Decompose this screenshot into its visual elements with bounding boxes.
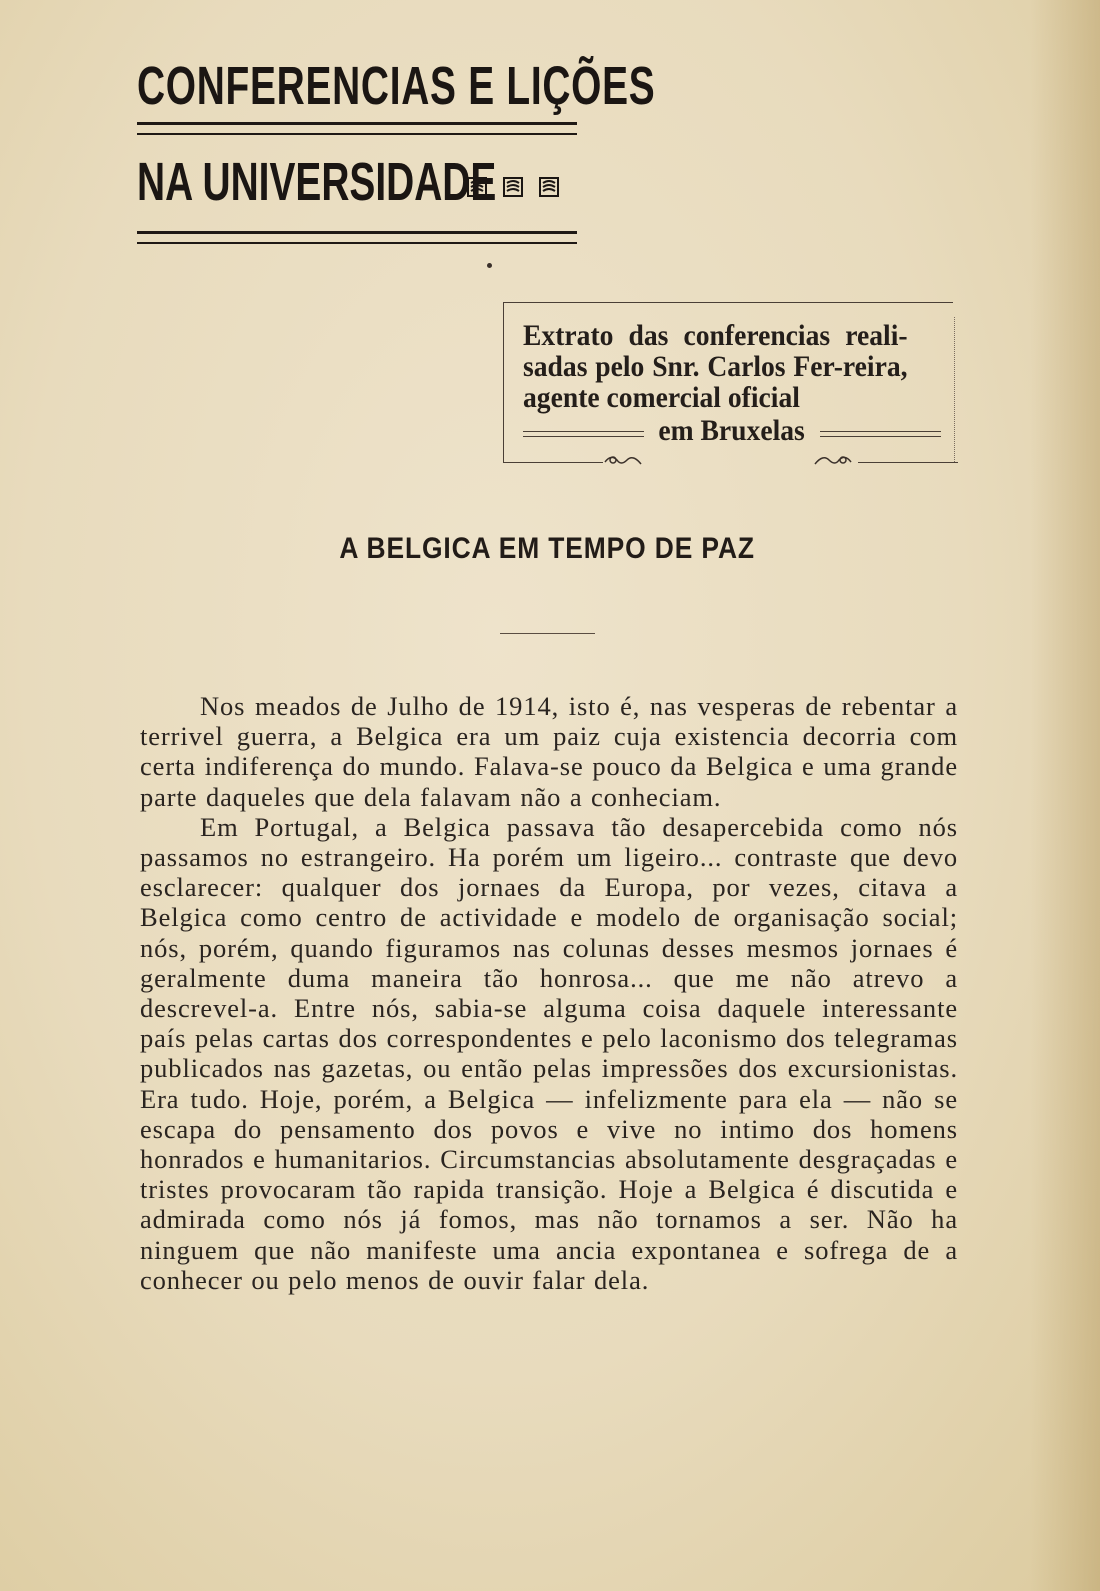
extract-dash-rule-left [523,431,644,437]
masthead-double-rule-top [137,122,577,135]
extract-box [503,302,958,462]
paragraph: Em Portugal, a Belgica passava tão desapercebida como nós passamos no estrangeiro. Ha porém um ligeiro... contraste que devo esclarecer: qualquer dos jornaes da Europa, por vezes, citava a Belgica como centro de actividade e modelo de organisação social; nós, porém, quando figuramos nas colunas desses mesmos jornaes é geralmente duma maneira tão honrosa... que me não atrevo a descrevel-a. Entre nós, sabia-se alguma coisa daquele interessante país pelas cartas dos correspondentes e pelo laconismo dos telegramas publicados nas gazetas, ou então pelas impressões dos excursionistas. Era tudo. Hoje, porém, a Belgica — infelizmente para ela — não se escapa do pensamento dos povos e vive no intimo dos homens honrados e humanitarios. Circumstancias absolutamente desgraçadas e tristes provocaram tão rapida transição. Hoje a Belgica é discutida e admirada como nós já fomos, mas não tornamos a ser. Não ha ninguem que não manifeste uma ancia expontanea e sofrega de a conhecer ou pelo menos de ouvir falar dela. [140,811,958,1295]
ornament-icon [539,177,559,197]
ornament-icon [503,177,523,197]
extract-bottom-rule-left [503,462,603,463]
extract-text: Extrato das conferencias reali-sadas pelo Snr. Carlos Fer-reira, agente comercial oficial [523,319,908,414]
extract-box-top-rule [503,302,953,303]
masthead-double-rule-bottom [137,231,577,244]
masthead-title-line2: NA UNIVERSIDADE [137,152,497,212]
section-title-text: A BELGICA EM TEMPO DE PAZ [339,532,756,565]
section-divider [500,633,595,634]
masthead [137,56,656,212]
flourish-left-icon [603,452,643,472]
extract-box-right-rule [954,317,955,462]
extract-box-left-rule [503,302,504,462]
body-text [140,691,958,1295]
extract-box-bottom [503,452,958,472]
masthead-line2-row [137,152,559,212]
page-edge-shadow [1030,0,1100,1591]
extract-dash-rule-right [820,431,941,437]
extract-bottom-rule-right [858,462,958,463]
masthead-dot [487,263,492,268]
masthead-title-line1: CONFERENCIAS E LIÇÕES [137,56,656,116]
extract-last-row [523,415,941,446]
paragraph: Nos meados de Julho de 1914, isto é, nas vesperas de rebentar a terrivel guerra, a Belgica era um paiz cuja existencia decorria com certa indiferença do mundo. Falava-se pouco da Belgica e uma grande parte daqueles que dela falavam não a conheciam. [140,691,958,812]
section-title [140,532,955,566]
extract-last-line: em Bruxelas [658,414,806,447]
flourish-right-icon [813,452,853,472]
